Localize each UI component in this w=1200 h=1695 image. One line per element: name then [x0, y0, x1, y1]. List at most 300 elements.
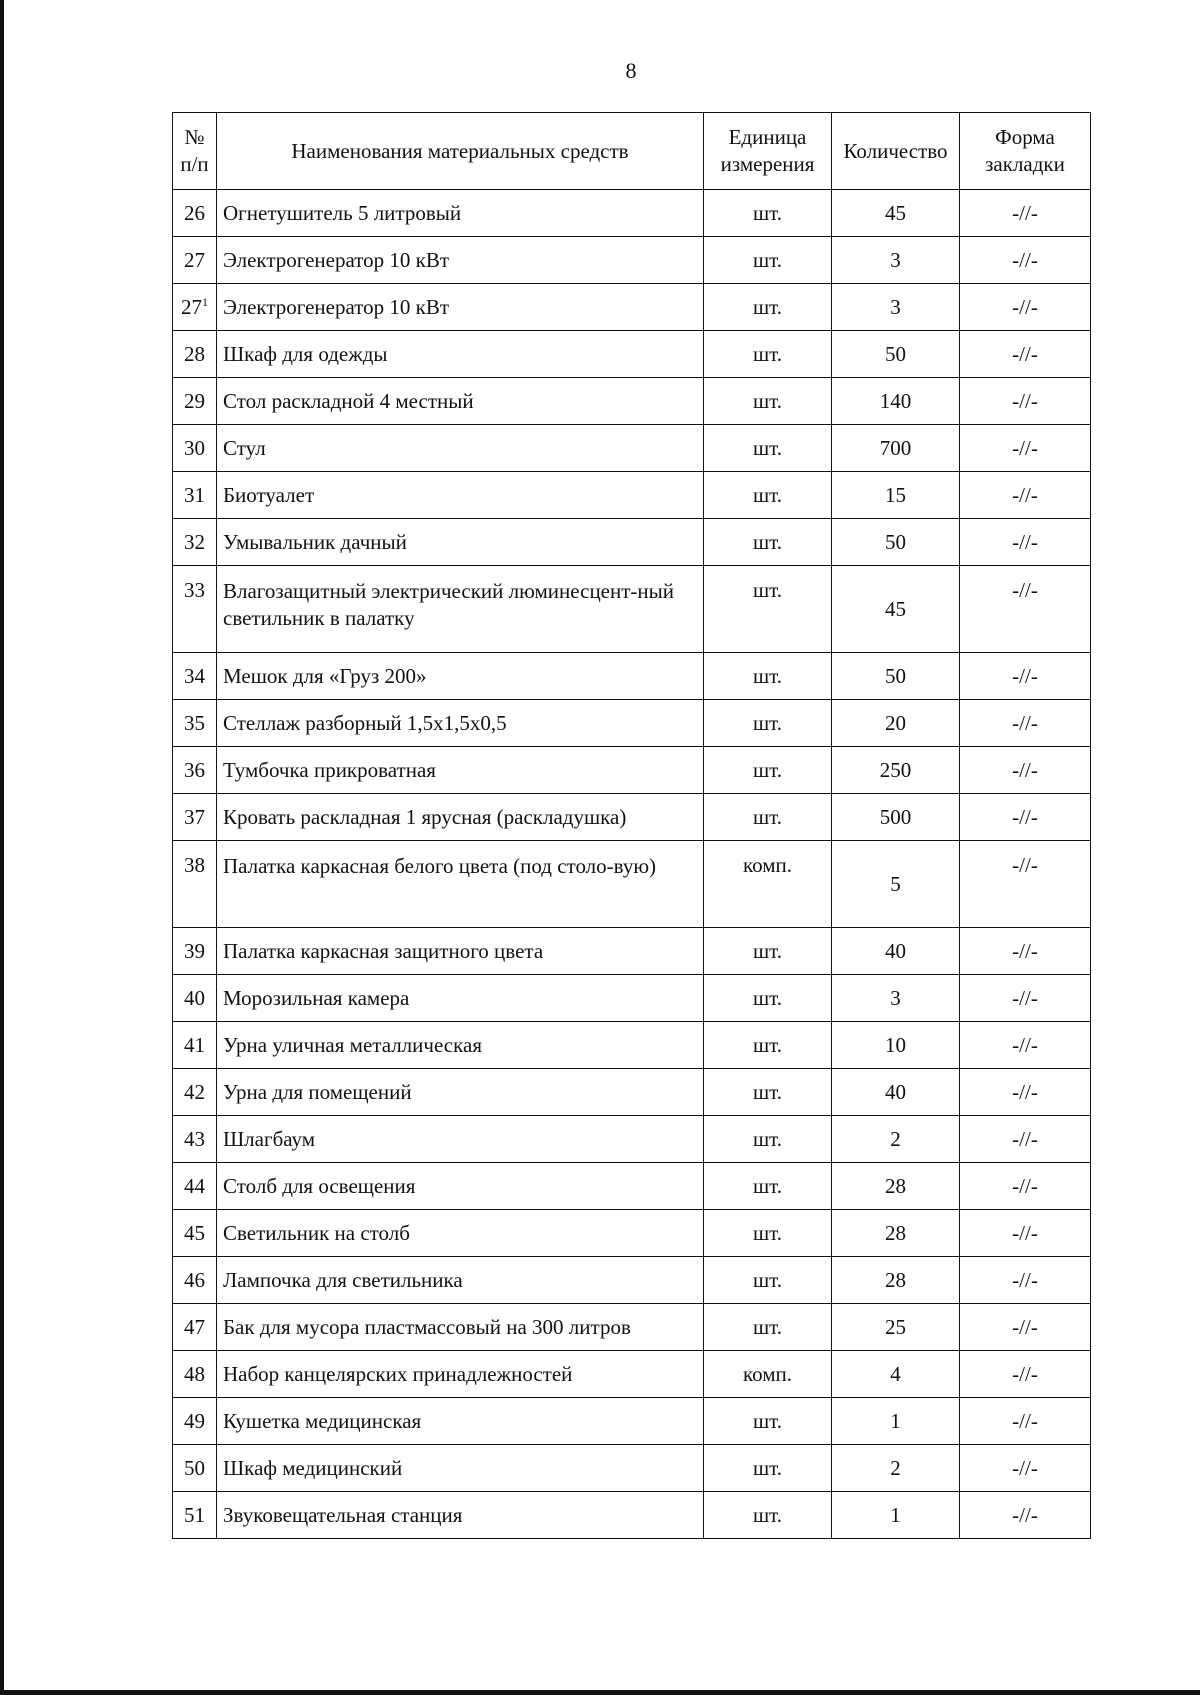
- item-unit-text: шт.: [752, 804, 783, 829]
- row-number-text: 27: [184, 247, 205, 272]
- page-number: 8: [625, 58, 637, 83]
- row-number-text: 45: [184, 1220, 205, 1245]
- item-quantity: [832, 1022, 960, 1069]
- item-unit-text: шт.: [752, 1502, 783, 1527]
- item-name-text: Биотуалет: [223, 482, 315, 507]
- item-form-text: -//-: [1012, 388, 1038, 413]
- table-row: [173, 472, 1091, 519]
- item-form: [960, 928, 1091, 975]
- item-unit-text: шт.: [752, 435, 783, 460]
- item-form-text: -//-: [1012, 853, 1038, 877]
- item-unit-text: шт.: [752, 710, 783, 735]
- item-form: [960, 975, 1091, 1022]
- item-unit: [704, 1304, 832, 1351]
- item-name: [217, 1116, 704, 1163]
- item-form-text: -//-: [1012, 1267, 1038, 1292]
- item-form: [960, 519, 1091, 566]
- item-unit: [704, 1351, 832, 1398]
- item-name: [217, 653, 704, 700]
- row-number: [173, 653, 217, 700]
- item-form-text: -//-: [1012, 710, 1038, 735]
- item-unit: [704, 425, 832, 472]
- item-quantity-text: 3: [890, 985, 901, 1010]
- row-number: [173, 975, 217, 1022]
- item-quantity: [832, 237, 960, 284]
- item-unit-text: шт.: [752, 294, 783, 319]
- item-unit: [704, 975, 832, 1022]
- item-form: [960, 1022, 1091, 1069]
- item-quantity: [832, 1351, 960, 1398]
- item-name: [217, 841, 704, 928]
- item-name: [217, 190, 704, 237]
- item-quantity: [832, 1492, 960, 1539]
- item-unit: [704, 747, 832, 794]
- item-name: [217, 237, 704, 284]
- item-form: [960, 1210, 1091, 1257]
- item-name-text: Электрогенератор 10 кВт: [223, 247, 450, 272]
- item-name-text: Урна уличная металлическая: [223, 1032, 482, 1057]
- row-number: [173, 794, 217, 841]
- item-name-text: Морозильная камера: [223, 985, 410, 1010]
- row-number: [173, 425, 217, 472]
- item-unit-text: шт.: [752, 985, 783, 1010]
- row-number-text: 39: [184, 938, 205, 963]
- table-row: [173, 1257, 1091, 1304]
- row-number: [173, 1163, 217, 1210]
- item-form-text: -//-: [1012, 938, 1038, 963]
- item-name: [217, 1492, 704, 1539]
- item-quantity-text: 1: [890, 1502, 901, 1527]
- row-number-text: 41: [184, 1032, 205, 1057]
- item-name: [217, 700, 704, 747]
- item-form-text: -//-: [1012, 757, 1038, 782]
- row-number: [173, 928, 217, 975]
- item-quantity-text: 28: [885, 1220, 906, 1245]
- item-quantity-text: 2: [890, 1455, 901, 1480]
- item-unit: [704, 1069, 832, 1116]
- row-number-text: 30: [184, 435, 205, 460]
- item-unit: [704, 331, 832, 378]
- item-unit-text: комп.: [742, 853, 792, 877]
- row-number-text: 50: [184, 1455, 205, 1480]
- item-quantity-text: 40: [885, 1079, 906, 1104]
- item-name-text: Влагозащитный электрический люминесцент-ный светильник в палатку: [223, 579, 674, 630]
- row-number-text: 35: [184, 710, 205, 735]
- row-number-text: 31: [184, 482, 205, 507]
- item-unit: [704, 566, 832, 653]
- item-name-text: Шкаф для одежды: [223, 341, 388, 366]
- item-name-text: Звуковещательная станция: [223, 1502, 463, 1527]
- item-quantity-text: 140: [879, 388, 912, 413]
- item-name-text: Кровать раскладная 1 ярусная (раскладушка): [223, 804, 627, 829]
- item-unit-text: шт.: [752, 938, 783, 963]
- row-number-text: 42: [184, 1079, 205, 1104]
- table-row: [173, 1210, 1091, 1257]
- item-form: [960, 1116, 1091, 1163]
- item-quantity: [832, 653, 960, 700]
- row-number: [173, 378, 217, 425]
- item-name: [217, 1257, 704, 1304]
- item-quantity: [832, 331, 960, 378]
- item-quantity-text: 10: [885, 1032, 906, 1057]
- row-number: [173, 190, 217, 237]
- item-unit-text: шт.: [752, 1408, 783, 1433]
- item-form-text: -//-: [1012, 247, 1038, 272]
- item-quantity-text: 28: [885, 1267, 906, 1292]
- item-quantity-text: 50: [885, 529, 906, 554]
- table-row: [173, 1304, 1091, 1351]
- header-name: Наименования материальных средств: [217, 113, 704, 190]
- item-unit: [704, 1022, 832, 1069]
- item-quantity-text: 15: [885, 482, 906, 507]
- item-quantity-text: 45: [885, 596, 906, 621]
- item-form-text: -//-: [1012, 529, 1038, 554]
- row-number: [173, 284, 217, 331]
- item-form: [960, 1069, 1091, 1116]
- item-quantity-text: 28: [885, 1173, 906, 1198]
- item-form-text: -//-: [1012, 1173, 1038, 1198]
- row-number: [173, 472, 217, 519]
- item-unit-text: шт.: [752, 1173, 783, 1198]
- table-body: [173, 190, 1091, 1539]
- table-row: [173, 1116, 1091, 1163]
- row-number: [173, 700, 217, 747]
- item-name-text: Палатка каркасная защитного цвета: [223, 938, 544, 963]
- table-row: [173, 1492, 1091, 1539]
- row-number: [173, 1210, 217, 1257]
- item-name: [217, 519, 704, 566]
- header-num: № п/п: [173, 113, 217, 190]
- item-name: [217, 1351, 704, 1398]
- row-number-text: 33: [184, 578, 205, 602]
- row-number: [173, 519, 217, 566]
- item-unit: [704, 841, 832, 928]
- item-name-text: Набор канцелярских принадлежностей: [223, 1361, 573, 1386]
- item-name: [217, 566, 704, 653]
- row-number: [173, 1069, 217, 1116]
- item-unit: [704, 1257, 832, 1304]
- item-quantity: [832, 928, 960, 975]
- item-name-text: Урна для помещений: [223, 1079, 412, 1104]
- item-unit-text: шт.: [752, 1079, 783, 1104]
- row-number: [173, 1492, 217, 1539]
- materials-table: [172, 112, 1091, 1539]
- item-name-text: Стул: [223, 435, 266, 460]
- table-row: [173, 566, 1091, 653]
- table-row: [173, 284, 1091, 331]
- row-number-text: 26: [184, 200, 205, 225]
- item-form-text: -//-: [1012, 1032, 1038, 1057]
- item-form-text: -//-: [1012, 1126, 1038, 1151]
- item-quantity-text: 3: [890, 247, 901, 272]
- item-name-text: Электрогенератор 10 кВт: [223, 294, 450, 319]
- item-form: [960, 425, 1091, 472]
- item-quantity: [832, 1257, 960, 1304]
- table-row: [173, 190, 1091, 237]
- item-form: [960, 331, 1091, 378]
- row-number-text: 43: [184, 1126, 205, 1151]
- item-form-text: -//-: [1012, 1502, 1038, 1527]
- row-number-text: 48: [184, 1361, 205, 1386]
- item-quantity-text: 250: [879, 757, 912, 782]
- item-unit: [704, 928, 832, 975]
- table-row: [173, 378, 1091, 425]
- row-number-text: 46: [184, 1267, 205, 1292]
- row-number-text: 28: [184, 341, 205, 366]
- table-row: [173, 425, 1091, 472]
- scan-left-border: [0, 0, 4, 1695]
- item-unit: [704, 472, 832, 519]
- item-unit: [704, 190, 832, 237]
- item-name: [217, 425, 704, 472]
- item-form: [960, 794, 1091, 841]
- item-quantity: [832, 378, 960, 425]
- row-number-text: 44: [184, 1173, 205, 1198]
- item-name-text: Стеллаж разборный 1,5х1,5х0,5: [223, 710, 507, 735]
- item-name-text: Палатка каркасная белого цвета (под столо-вую): [223, 854, 657, 878]
- item-quantity-text: 700: [879, 435, 912, 460]
- row-number: [173, 841, 217, 928]
- item-form-text: -//-: [1012, 1361, 1038, 1386]
- item-quantity: [832, 1445, 960, 1492]
- item-name: [217, 747, 704, 794]
- item-form-text: -//-: [1012, 435, 1038, 460]
- item-quantity: [832, 1069, 960, 1116]
- item-form: [960, 237, 1091, 284]
- row-number-text: 27: [181, 294, 202, 319]
- item-quantity: [832, 1304, 960, 1351]
- item-quantity: [832, 566, 960, 653]
- item-form-text: -//-: [1012, 294, 1038, 319]
- item-quantity: [832, 794, 960, 841]
- item-form: [960, 1445, 1091, 1492]
- item-quantity: [832, 284, 960, 331]
- item-name: [217, 1022, 704, 1069]
- item-unit-text: шт.: [752, 663, 783, 688]
- item-form-text: -//-: [1012, 200, 1038, 225]
- header-form: Форма закладки: [960, 113, 1091, 190]
- item-name: [217, 1398, 704, 1445]
- item-name-text: Стол раскладной 4 местный: [223, 388, 474, 413]
- row-number: [173, 1398, 217, 1445]
- item-name-text: Шкаф медицинский: [223, 1455, 403, 1480]
- item-unit: [704, 378, 832, 425]
- table-row: [173, 1069, 1091, 1116]
- item-form-text: -//-: [1012, 1079, 1038, 1104]
- row-number: [173, 566, 217, 653]
- item-quantity-text: 1: [890, 1408, 901, 1433]
- header-qty: Количество: [832, 113, 960, 190]
- item-quantity-text: 40: [885, 938, 906, 963]
- item-unit-text: шт.: [752, 1126, 783, 1151]
- item-form-text: -//-: [1012, 1408, 1038, 1433]
- item-unit-text: шт.: [752, 1455, 783, 1480]
- item-unit: [704, 519, 832, 566]
- table-row: [173, 331, 1091, 378]
- item-unit: [704, 1445, 832, 1492]
- row-number: [173, 1445, 217, 1492]
- item-name-text: Бак для мусора пластмассовый на 300 литров: [223, 1314, 631, 1339]
- table-row: [173, 653, 1091, 700]
- table-row: [173, 928, 1091, 975]
- item-form-text: -//-: [1012, 578, 1038, 602]
- item-form-text: -//-: [1012, 341, 1038, 366]
- item-form: [960, 841, 1091, 928]
- item-unit: [704, 1116, 832, 1163]
- item-quantity: [832, 975, 960, 1022]
- item-quantity: [832, 747, 960, 794]
- row-number: [173, 1022, 217, 1069]
- item-unit-text: комп.: [742, 1361, 792, 1386]
- item-name: [217, 1445, 704, 1492]
- item-form: [960, 700, 1091, 747]
- item-quantity: [832, 425, 960, 472]
- item-unit-text: шт.: [752, 388, 783, 413]
- row-number: [173, 237, 217, 284]
- item-name: [217, 975, 704, 1022]
- row-number-text: 37: [184, 804, 205, 829]
- row-number-text: 34: [184, 663, 205, 688]
- item-form-text: -//-: [1012, 663, 1038, 688]
- item-unit-text: шт.: [752, 1032, 783, 1057]
- item-quantity-text: 5: [890, 871, 901, 896]
- table-row: [173, 1022, 1091, 1069]
- item-form-text: -//-: [1012, 1455, 1038, 1480]
- item-name-text: Мешок для «Груз 200»: [223, 663, 427, 688]
- row-number-text: 47: [184, 1314, 205, 1339]
- item-name: [217, 378, 704, 425]
- item-form-text: -//-: [1012, 482, 1038, 507]
- row-number-text: 49: [184, 1408, 205, 1433]
- row-number: [173, 331, 217, 378]
- item-unit-text: шт.: [752, 1314, 783, 1339]
- item-form-text: -//-: [1012, 804, 1038, 829]
- row-number-text: 29: [184, 388, 205, 413]
- item-form: [960, 1398, 1091, 1445]
- item-name-text: Тумбочка прикроватная: [223, 757, 436, 782]
- item-unit-text: шт.: [752, 757, 783, 782]
- row-number-text: 40: [184, 985, 205, 1010]
- item-form-text: -//-: [1012, 1314, 1038, 1339]
- item-form-text: -//-: [1012, 1220, 1038, 1245]
- item-form: [960, 747, 1091, 794]
- item-name-text: Столб для освещения: [223, 1173, 416, 1198]
- item-name: [217, 794, 704, 841]
- item-form: [960, 1351, 1091, 1398]
- table-row: [173, 237, 1091, 284]
- item-unit: [704, 1210, 832, 1257]
- item-unit-text: шт.: [752, 1220, 783, 1245]
- item-quantity-text: 500: [879, 804, 912, 829]
- item-name-text: Кушетка медицинская: [223, 1408, 422, 1433]
- item-unit: [704, 700, 832, 747]
- item-name: [217, 1304, 704, 1351]
- item-name: [217, 284, 704, 331]
- item-quantity: [832, 519, 960, 566]
- item-form: [960, 472, 1091, 519]
- item-quantity: [832, 1163, 960, 1210]
- item-name-text: Светильник на столб: [223, 1220, 410, 1245]
- item-form: [960, 653, 1091, 700]
- item-form: [960, 566, 1091, 653]
- item-form: [960, 1163, 1091, 1210]
- row-number: [173, 1257, 217, 1304]
- item-name: [217, 1210, 704, 1257]
- table-row: [173, 794, 1091, 841]
- row-number-text: 32: [184, 529, 205, 554]
- item-unit: [704, 1398, 832, 1445]
- row-number-text: 36: [184, 757, 205, 782]
- item-quantity-text: 50: [885, 663, 906, 688]
- table-row: [173, 975, 1091, 1022]
- item-quantity: [832, 841, 960, 928]
- table-row: [173, 519, 1091, 566]
- row-number-text: 38: [184, 853, 205, 877]
- item-unit-text: шт.: [752, 200, 783, 225]
- table-row: [173, 747, 1091, 794]
- item-quantity: [832, 1210, 960, 1257]
- item-quantity-text: 4: [890, 1361, 901, 1386]
- table-row: [173, 700, 1091, 747]
- item-form: [960, 1492, 1091, 1539]
- table-row: [173, 841, 1091, 928]
- item-quantity-text: 45: [885, 200, 906, 225]
- item-quantity-text: 25: [885, 1314, 906, 1339]
- item-quantity-text: 2: [890, 1126, 901, 1151]
- item-unit-text: шт.: [752, 1267, 783, 1292]
- item-form: [960, 190, 1091, 237]
- item-quantity: [832, 1398, 960, 1445]
- item-quantity-text: 50: [885, 341, 906, 366]
- item-name-text: Шлагбаум: [223, 1126, 316, 1151]
- item-quantity: [832, 1116, 960, 1163]
- row-number: [173, 1116, 217, 1163]
- item-quantity: [832, 190, 960, 237]
- table-row: [173, 1163, 1091, 1210]
- item-unit-text: шт.: [752, 578, 783, 602]
- item-form-text: -//-: [1012, 985, 1038, 1010]
- item-form: [960, 378, 1091, 425]
- table-row: [173, 1445, 1091, 1492]
- item-name: [217, 331, 704, 378]
- row-number: [173, 1304, 217, 1351]
- item-unit: [704, 653, 832, 700]
- table-row: [173, 1398, 1091, 1445]
- item-form: [960, 284, 1091, 331]
- item-name: [217, 472, 704, 519]
- item-unit-text: шт.: [752, 247, 783, 272]
- scan-bottom-border: [0, 1690, 1200, 1695]
- header-unit: Единица измерения: [704, 113, 832, 190]
- table-header-row: [173, 113, 1091, 190]
- item-name-text: Лампочка для светильника: [223, 1267, 463, 1292]
- item-form: [960, 1304, 1091, 1351]
- row-number: [173, 747, 217, 794]
- item-unit: [704, 237, 832, 284]
- item-quantity-text: 20: [885, 710, 906, 735]
- item-name: [217, 928, 704, 975]
- item-name: [217, 1069, 704, 1116]
- row-number: [173, 1351, 217, 1398]
- item-unit: [704, 284, 832, 331]
- item-name-text: Огнетушитель 5 литровый: [223, 200, 462, 225]
- row-number-superscript: 1: [202, 294, 208, 309]
- item-form: [960, 1257, 1091, 1304]
- row-number-text: 51: [184, 1502, 205, 1527]
- item-unit: [704, 1163, 832, 1210]
- item-name-text: Умывальник дачный: [223, 529, 407, 554]
- item-name: [217, 1163, 704, 1210]
